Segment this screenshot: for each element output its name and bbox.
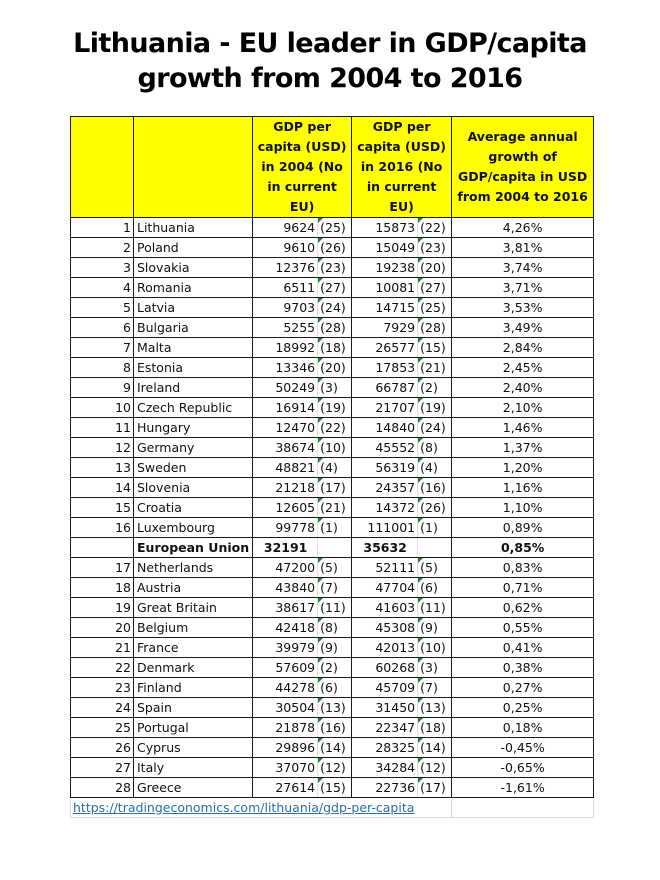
growth-cell: -0,45%: [452, 738, 594, 758]
country-cell: Slovakia: [134, 258, 253, 278]
eu-average-row: [71, 538, 594, 558]
rank-2016-cell: (4): [418, 458, 452, 478]
rank-cell: 18: [71, 578, 134, 598]
growth-cell: 0,27%: [452, 678, 594, 698]
rank-2016-cell: (23): [418, 238, 452, 258]
rank-2016-cell: (20): [418, 258, 452, 278]
growth-cell: 2,40%: [452, 378, 594, 398]
gdp-2004-cell: 27614: [253, 778, 318, 798]
rank-2016-cell: (27): [418, 278, 452, 298]
country-cell: Czech Republic: [134, 398, 253, 418]
rank-2004-cell: (10): [318, 438, 352, 458]
rank-cell: 11: [71, 418, 134, 438]
country-cell: Austria: [134, 578, 253, 598]
rank-2016-cell: (5): [418, 558, 452, 578]
rank-2004-cell: (11): [318, 598, 352, 618]
rank-2004-cell: (18): [318, 338, 352, 358]
table-row: [71, 298, 594, 318]
gdp-2004-cell: 32191: [253, 538, 318, 558]
gdp-2016-cell: 14372: [352, 498, 418, 518]
rank-2004-cell: (7): [318, 578, 352, 598]
source-link[interactable]: https://tradingeconomics.com/lithuania/gdp-per-capita: [71, 798, 452, 818]
gdp-2004-cell: 39979: [253, 638, 318, 658]
country-cell: Italy: [134, 758, 253, 778]
growth-cell: 2,84%: [452, 338, 594, 358]
country-cell: Croatia: [134, 498, 253, 518]
table-row: [71, 498, 594, 518]
growth-cell: 3,71%: [452, 278, 594, 298]
rank-2004-cell: (17): [318, 478, 352, 498]
rank-cell: 12: [71, 438, 134, 458]
rank-2004-cell: (13): [318, 698, 352, 718]
rank-2004-cell: (5): [318, 558, 352, 578]
rank-2004-cell: (9): [318, 638, 352, 658]
rank-cell: 26: [71, 738, 134, 758]
rank-2004-cell: (12): [318, 758, 352, 778]
rank-2004-cell: (6): [318, 678, 352, 698]
gdp-2016-cell: 28325: [352, 738, 418, 758]
growth-cell: 2,45%: [452, 358, 594, 378]
growth-cell: -0,65%: [452, 758, 594, 778]
gdp-2016-cell: 47704: [352, 578, 418, 598]
country-cell: Netherlands: [134, 558, 253, 578]
growth-cell: 1,20%: [452, 458, 594, 478]
table-row: [71, 598, 594, 618]
rank-2016-cell: (15): [418, 338, 452, 358]
rank-2004-cell: (22): [318, 418, 352, 438]
table-row: [71, 278, 594, 298]
rank-2004-cell: (2): [318, 658, 352, 678]
rank-cell: 20: [71, 618, 134, 638]
rank-2016-cell: (8): [418, 438, 452, 458]
growth-cell: 0,89%: [452, 518, 594, 538]
country-cell: European Union: [134, 538, 253, 558]
gdp-2016-cell: 14840: [352, 418, 418, 438]
rank-2004-cell: (14): [318, 738, 352, 758]
country-cell: Malta: [134, 338, 253, 358]
rank-2016-cell: (9): [418, 618, 452, 638]
rank-cell: 5: [71, 298, 134, 318]
table-row: [71, 378, 594, 398]
rank-cell: 17: [71, 558, 134, 578]
gdp-2016-cell: 7929: [352, 318, 418, 338]
country-cell: France: [134, 638, 253, 658]
rank-2016-cell: (6): [418, 578, 452, 598]
rank-cell: 23: [71, 678, 134, 698]
rank-2016-cell: (25): [418, 298, 452, 318]
growth-cell: 0,83%: [452, 558, 594, 578]
gdp-2004-cell: 5255: [253, 318, 318, 338]
gdp-2016-cell: 66787: [352, 378, 418, 398]
rank-2016-cell: (17): [418, 778, 452, 798]
gdp-2016-cell: 60268: [352, 658, 418, 678]
rank-2016-cell: (3): [418, 658, 452, 678]
gdp-2016-cell: 56319: [352, 458, 418, 478]
gdp-2016-cell: 10081: [352, 278, 418, 298]
gdp-2016-cell: 111001: [352, 518, 418, 538]
rank-cell: 3: [71, 258, 134, 278]
gdp-2004-cell: 50249: [253, 378, 318, 398]
rank-2016-cell: (10): [418, 638, 452, 658]
country-cell: Luxembourg: [134, 518, 253, 538]
rank-cell: 7: [71, 338, 134, 358]
header-row: [71, 117, 594, 218]
table-row: [71, 658, 594, 678]
rank-2016-cell: (21): [418, 358, 452, 378]
rank-cell: 24: [71, 698, 134, 718]
rank-2016-cell: (11): [418, 598, 452, 618]
table-row: [71, 778, 594, 798]
country-cell: Bulgaria: [134, 318, 253, 338]
country-cell: Hungary: [134, 418, 253, 438]
title-line-1: Lithuania - EU leader in GDP/capita: [73, 28, 587, 59]
rank-cell: 22: [71, 658, 134, 678]
gdp-2004-cell: 9624: [253, 218, 318, 238]
gdp-2016-cell: 22736: [352, 778, 418, 798]
rank-cell: 15: [71, 498, 134, 518]
growth-cell: 0,71%: [452, 578, 594, 598]
gdp-2016-cell: 41603: [352, 598, 418, 618]
country-cell: Poland: [134, 238, 253, 258]
growth-cell: 1,10%: [452, 498, 594, 518]
gdp-2004-cell: 16914: [253, 398, 318, 418]
rank-cell: 6: [71, 318, 134, 338]
gdp-2004-cell: 38674: [253, 438, 318, 458]
gdp-2016-cell: 14715: [352, 298, 418, 318]
table-row: [71, 738, 594, 758]
rank-2016-cell: (12): [418, 758, 452, 778]
gdp-2016-cell: 52111: [352, 558, 418, 578]
rank-2016-cell: (14): [418, 738, 452, 758]
gdp-2004-cell: 38617: [253, 598, 318, 618]
rank-2016-cell: (22): [418, 218, 452, 238]
rank-2004-cell: (1): [318, 518, 352, 538]
country-cell: Estonia: [134, 358, 253, 378]
rank-cell: 1: [71, 218, 134, 238]
growth-cell: 3,49%: [452, 318, 594, 338]
gdp-2004-cell: 12376: [253, 258, 318, 278]
growth-cell: 3,81%: [452, 238, 594, 258]
rank-cell: 25: [71, 718, 134, 738]
rank-cell: 27: [71, 758, 134, 778]
gdp-2016-cell: 31450: [352, 698, 418, 718]
rank-2004-cell: (21): [318, 498, 352, 518]
header-growth: Average annual growth of GDP/capita in USD from 2004 to 2016: [452, 117, 594, 218]
growth-cell: 0,85%: [452, 538, 594, 558]
table-row: [71, 638, 594, 658]
gdp-2004-cell: 18992: [253, 338, 318, 358]
country-cell: Belgium: [134, 618, 253, 638]
country-cell: Spain: [134, 698, 253, 718]
table-row: [71, 558, 594, 578]
growth-cell: 1,37%: [452, 438, 594, 458]
source-row: [71, 798, 594, 818]
gdp-2016-cell: 22347: [352, 718, 418, 738]
rank-2016-cell: (26): [418, 498, 452, 518]
rank-cell: 2: [71, 238, 134, 258]
gdp-2004-cell: 12470: [253, 418, 318, 438]
rank-2016-cell: (18): [418, 718, 452, 738]
rank-2004-cell: (27): [318, 278, 352, 298]
country-cell: Ireland: [134, 378, 253, 398]
rank-2004-cell: (25): [318, 218, 352, 238]
growth-cell: 1,46%: [452, 418, 594, 438]
rank-cell: 13: [71, 458, 134, 478]
gdp-2016-cell: 15873: [352, 218, 418, 238]
table-row: [71, 258, 594, 278]
title-line-2: growth from 2004 to 2016: [137, 63, 523, 94]
gdp-2004-cell: 12605: [253, 498, 318, 518]
country-cell: Finland: [134, 678, 253, 698]
growth-cell: 0,18%: [452, 718, 594, 738]
rank-2004-cell: (8): [318, 618, 352, 638]
country-cell: Cyprus: [134, 738, 253, 758]
table-row: [71, 318, 594, 338]
empty-cell: [452, 798, 594, 818]
rank-2016-cell: (28): [418, 318, 452, 338]
country-cell: Germany: [134, 438, 253, 458]
country-cell: Denmark: [134, 658, 253, 678]
country-cell: Portugal: [134, 718, 253, 738]
table-row: [71, 478, 594, 498]
gdp-2016-cell: 24357: [352, 478, 418, 498]
rank-2004-cell: (23): [318, 258, 352, 278]
gdp-2016-cell: 15049: [352, 238, 418, 258]
table-row: [71, 458, 594, 478]
rank-2016-cell: (2): [418, 378, 452, 398]
growth-cell: 0,41%: [452, 638, 594, 658]
gdp-2004-cell: 43840: [253, 578, 318, 598]
rank-2004-cell: (26): [318, 238, 352, 258]
country-cell: Lithuania: [134, 218, 253, 238]
table-row: [71, 358, 594, 378]
gdp-2004-cell: 21218: [253, 478, 318, 498]
country-cell: Great Britain: [134, 598, 253, 618]
table-row: [71, 678, 594, 698]
header-rank: [71, 117, 134, 218]
table-row: [71, 238, 594, 258]
rank-2016-cell: (1): [418, 518, 452, 538]
growth-cell: 4,26%: [452, 218, 594, 238]
rank-cell: 9: [71, 378, 134, 398]
gdp-2004-cell: 44278: [253, 678, 318, 698]
rank-cell: 16: [71, 518, 134, 538]
growth-cell: -1,61%: [452, 778, 594, 798]
rank-2004-cell: (24): [318, 298, 352, 318]
rank-2004-cell: (16): [318, 718, 352, 738]
header-gdp-2016: GDP per capita (USD) in 2016 (No in current EU): [352, 117, 452, 218]
rank-2004-cell: (28): [318, 318, 352, 338]
gdp-2004-cell: 9610: [253, 238, 318, 258]
table-row: [71, 578, 594, 598]
country-cell: Latvia: [134, 298, 253, 318]
gdp-2004-cell: 57609: [253, 658, 318, 678]
growth-cell: 0,62%: [452, 598, 594, 618]
country-cell: Greece: [134, 778, 253, 798]
gdp-2016-cell: 21707: [352, 398, 418, 418]
rank-cell: 10: [71, 398, 134, 418]
table-row: [71, 758, 594, 778]
table-row: [71, 338, 594, 358]
header-gdp-2004: GDP per capita (USD) in 2004 (No in current EU): [253, 117, 352, 218]
gdp-2016-cell: 45709: [352, 678, 418, 698]
gdp-2004-cell: 30504: [253, 698, 318, 718]
page-title: [0, 26, 660, 96]
gdp-2004-cell: 6511: [253, 278, 318, 298]
rank-cell: 4: [71, 278, 134, 298]
gdp-2016-cell: 19238: [352, 258, 418, 278]
rank-2016-cell: (7): [418, 678, 452, 698]
table-row: [71, 718, 594, 738]
rank-2004-cell: (19): [318, 398, 352, 418]
gdp-2004-cell: 47200: [253, 558, 318, 578]
rank-cell: 8: [71, 358, 134, 378]
gdp-2016-cell: 42013: [352, 638, 418, 658]
rank-2004-cell: (3): [318, 378, 352, 398]
table-row: [71, 418, 594, 438]
growth-cell: 3,74%: [452, 258, 594, 278]
rank-2016-cell: [418, 538, 452, 558]
rank-2004-cell: (20): [318, 358, 352, 378]
table-row: [71, 398, 594, 418]
gdp-2004-cell: 42418: [253, 618, 318, 638]
gdp-2004-cell: 48821: [253, 458, 318, 478]
rank-cell: 19: [71, 598, 134, 618]
table-row: [71, 218, 594, 238]
rank-2016-cell: (19): [418, 398, 452, 418]
rank-2016-cell: (24): [418, 418, 452, 438]
gdp-2004-cell: 37070: [253, 758, 318, 778]
rank-2004-cell: [318, 538, 352, 558]
country-cell: Sweden: [134, 458, 253, 478]
gdp-2016-cell: 45552: [352, 438, 418, 458]
rank-cell: 21: [71, 638, 134, 658]
table-row: [71, 438, 594, 458]
table-row: [71, 698, 594, 718]
gdp-2004-cell: 21878: [253, 718, 318, 738]
gdp-2004-cell: 99778: [253, 518, 318, 538]
country-cell: Slovenia: [134, 478, 253, 498]
rank-2004-cell: (4): [318, 458, 352, 478]
gdp-2004-cell: 29896: [253, 738, 318, 758]
rank-2004-cell: (15): [318, 778, 352, 798]
growth-cell: 3,53%: [452, 298, 594, 318]
country-cell: Romania: [134, 278, 253, 298]
growth-cell: 1,16%: [452, 478, 594, 498]
gdp-2004-cell: 9703: [253, 298, 318, 318]
gdp-2016-cell: 26577: [352, 338, 418, 358]
header-country: [134, 117, 253, 218]
rank-cell: 14: [71, 478, 134, 498]
table-row: [71, 518, 594, 538]
gdp-2004-cell: 13346: [253, 358, 318, 378]
table-row: [71, 618, 594, 638]
rank-2016-cell: (13): [418, 698, 452, 718]
growth-cell: 0,38%: [452, 658, 594, 678]
growth-cell: 0,55%: [452, 618, 594, 638]
growth-cell: 2,10%: [452, 398, 594, 418]
rank-2016-cell: (16): [418, 478, 452, 498]
rank-cell: 28: [71, 778, 134, 798]
growth-cell: 0,25%: [452, 698, 594, 718]
gdp-2016-cell: 17853: [352, 358, 418, 378]
gdp-table: [70, 116, 594, 818]
gdp-2016-cell: 34284: [352, 758, 418, 778]
gdp-2016-cell: 45308: [352, 618, 418, 638]
gdp-2016-cell: 35632: [352, 538, 418, 558]
rank-cell: [71, 538, 134, 558]
